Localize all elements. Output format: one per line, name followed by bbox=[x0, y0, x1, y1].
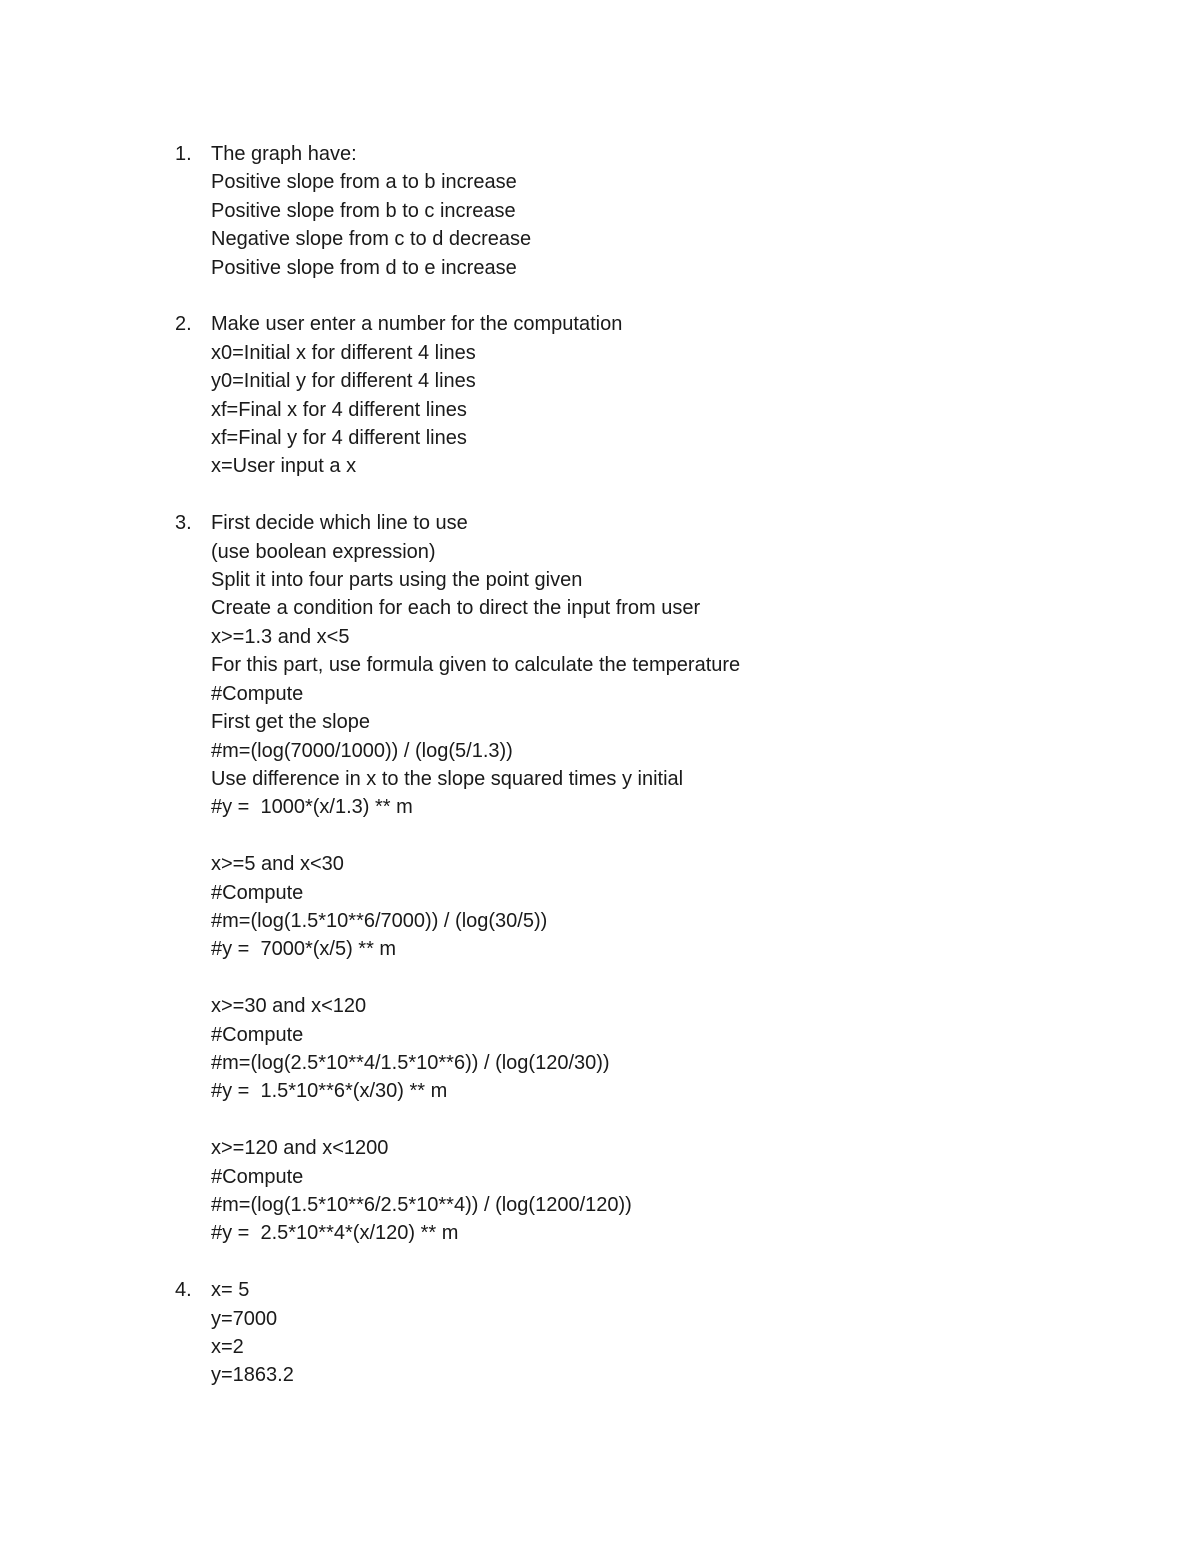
text-line: x>=120 and x<1200 bbox=[211, 1137, 389, 1160]
numbered-list bbox=[175, 140, 1075, 1390]
text-line: #Compute bbox=[211, 682, 304, 705]
text-line: x0=Initial x for different 4 lines bbox=[211, 341, 476, 364]
text-line: Negative slope from c to d decrease bbox=[211, 228, 532, 251]
text-line: x=User input a x bbox=[211, 455, 357, 478]
list-item-number: 4. bbox=[175, 1279, 192, 1302]
text-line: x=2 bbox=[211, 1335, 244, 1358]
text-line: x>=1.3 and x<5 bbox=[211, 625, 350, 648]
text-line: #m=(log(1.5*10**6/7000)) / (log(30/5)) bbox=[211, 909, 548, 932]
text-line: #Compute bbox=[211, 1165, 304, 1188]
text-line: x= 5 bbox=[211, 1279, 250, 1302]
list-item bbox=[175, 140, 1075, 282]
text-line: x>=30 and x<120 bbox=[211, 995, 367, 1018]
text-line: First decide which line to use bbox=[211, 512, 468, 535]
text-line: #m=(log(2.5*10**4/1.5*10**6)) / (log(120/30)) bbox=[211, 1051, 610, 1074]
text-line: #y = 1000*(x/1.3) ** m bbox=[211, 796, 413, 819]
text-line: Positive slope from a to b increase bbox=[211, 171, 517, 194]
text-line bbox=[211, 822, 1075, 850]
text-line: (use boolean expression) bbox=[211, 540, 436, 563]
list-item bbox=[175, 310, 1075, 480]
text-line bbox=[211, 964, 1075, 992]
text-line: Make user enter a number for the computation bbox=[211, 313, 623, 336]
text-line: y=7000 bbox=[211, 1307, 278, 1330]
text-line: y=1863.2 bbox=[211, 1364, 294, 1387]
text-line: For this part, use formula given to calculate the temperature bbox=[211, 654, 741, 677]
list-item-number: 2. bbox=[175, 313, 192, 336]
text-line: #y = 1.5*10**6*(x/30) ** m bbox=[211, 1080, 448, 1103]
text-line: Split it into four parts using the point given bbox=[211, 569, 583, 592]
text-line: #y = 2.5*10**4*(x/120) ** m bbox=[211, 1222, 459, 1245]
list-item bbox=[175, 509, 1075, 1248]
text-line: xf=Final x for 4 different lines bbox=[211, 398, 467, 421]
text-line: x>=5 and x<30 bbox=[211, 853, 344, 876]
text-line: #Compute bbox=[211, 1023, 304, 1046]
list-item bbox=[175, 1276, 1075, 1390]
text-line: #y = 7000*(x/5) ** m bbox=[211, 938, 397, 961]
text-line: xf=Final y for 4 different lines bbox=[211, 427, 467, 450]
text-line: Use difference in x to the slope squared times y initial bbox=[211, 767, 684, 790]
text-line: Positive slope from b to c increase bbox=[211, 199, 516, 222]
text-line: Positive slope from d to e increase bbox=[211, 256, 517, 279]
text-line: #Compute bbox=[211, 881, 304, 904]
text-line: First get the slope bbox=[211, 711, 370, 734]
text-line: y0=Initial y for different 4 lines bbox=[211, 370, 476, 393]
list-item-number: 1. bbox=[175, 143, 192, 165]
text-line: Create a condition for each to direct the input from user bbox=[211, 597, 701, 620]
text-line: The graph have: bbox=[211, 143, 357, 165]
text-line: #m=(log(1.5*10**6/2.5*10**4)) / (log(1200/120)) bbox=[211, 1193, 632, 1216]
text-line bbox=[211, 1106, 1075, 1134]
list-item-number: 3. bbox=[175, 512, 192, 535]
text-line: #m=(log(7000/1000)) / (log(5/1.3)) bbox=[211, 739, 513, 762]
